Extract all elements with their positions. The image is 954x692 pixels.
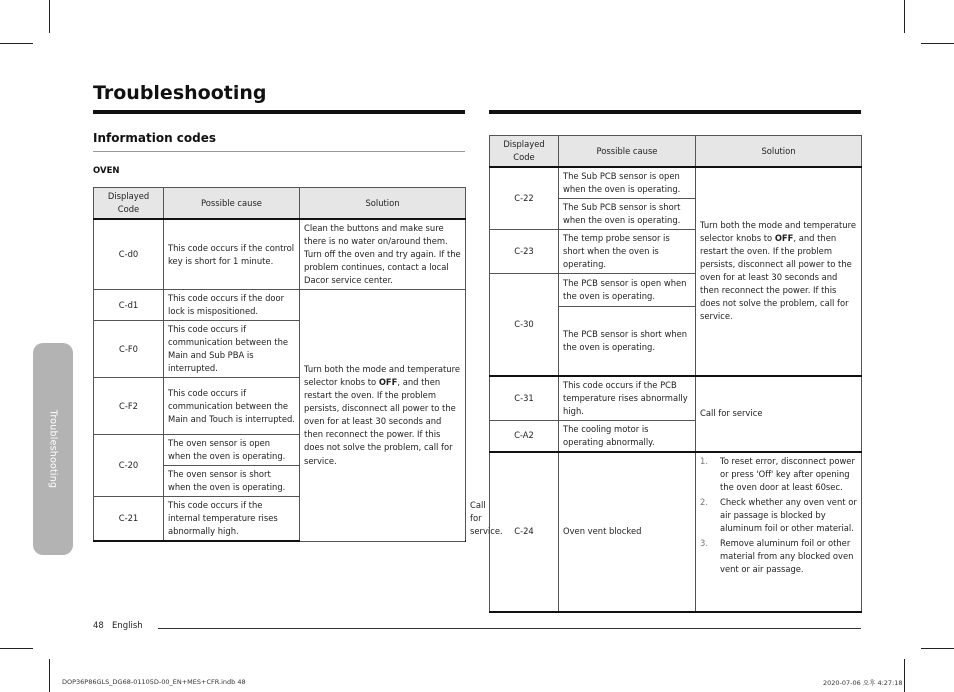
code-cell: C-d0 [94, 219, 164, 290]
code-cell: C-F0 [94, 321, 164, 378]
title-rule-left [93, 110, 465, 114]
steps-cell [696, 452, 862, 612]
oven-label: OVEN [93, 166, 120, 176]
crop-mark [904, 0, 905, 33]
code-cell: C-20 [94, 435, 164, 497]
cause-cell: The PCB sensor is open when the oven is operating. [559, 274, 696, 307]
crop-mark [49, 659, 50, 692]
off-keyword: OFF [774, 233, 794, 244]
table-row [94, 219, 466, 290]
solution-text: Turn both the mode and temperature selector knobs to [304, 364, 460, 388]
header-solution: Solution [696, 136, 862, 168]
step-number: 2. [700, 496, 708, 507]
step-text: Check whether any oven vent or air passage is blocked by aluminum foil or other material. [720, 496, 857, 533]
page-footer [93, 621, 143, 631]
page-number: 48 [93, 621, 104, 631]
code-cell: C-24 [490, 452, 559, 612]
code-cell: C-21 [94, 497, 164, 542]
code-cell: C-23 [490, 230, 559, 274]
crop-mark [49, 0, 50, 33]
crop-mark [904, 659, 905, 692]
footer-language: English [111, 621, 143, 631]
section-rule [93, 151, 465, 152]
table-row [490, 167, 862, 199]
list-item [700, 496, 857, 535]
crop-mark [0, 43, 33, 44]
code-cell: C-31 [490, 376, 559, 421]
cause-cell: This code occurs if the internal temperature rises abnormally high. [164, 497, 300, 542]
side-tab [33, 343, 73, 555]
table-row: C-21 This code occurs if the internal temperature rises abnormally high. Call for service. [94, 497, 466, 542]
solution-text: Turn both the mode and temperature selector knobs to [700, 220, 856, 244]
step-text: Remove aluminum foil or other material from any blocked oven vent or air passage. [720, 537, 854, 574]
list-item [700, 455, 857, 494]
shared-solution-cell [696, 167, 862, 376]
code-cell: C-d1 [94, 290, 164, 321]
crop-mark [921, 648, 954, 649]
code-cell: C-A2 [490, 420, 559, 452]
table-row [490, 452, 862, 612]
page-title: Troubleshooting [93, 82, 267, 104]
code-cell: C-F2 [94, 378, 164, 435]
service-solution-cell: Call for service [696, 376, 862, 452]
title-rule-right [489, 110, 861, 114]
solution-cell: Clean the buttons and make sure there is no water on/around them. Turn off the oven and try again. If the problem continues, contact a local Dacor service center. [300, 219, 466, 290]
cause-cell: The Sub PCB sensor is short when the oven is operating. [559, 199, 696, 230]
print-slug-timestamp: 2020-07-06 오후 4:27:18 [823, 679, 903, 687]
cause-cell: This code occurs if the door lock is mispositioned. [164, 290, 300, 321]
list-item [700, 537, 857, 576]
cause-cell: This code occurs if the control key is short for 1 minute. [164, 219, 300, 290]
code-cell: C-30 [490, 274, 559, 376]
step-number: 1. [700, 455, 708, 466]
steps-list [700, 455, 857, 576]
footer-rule [158, 628, 861, 629]
side-tab-label: Troubleshooting [47, 409, 59, 489]
cause-cell: The Sub PCB sensor is open when the oven is operating. [559, 167, 696, 199]
cause-cell: The oven sensor is open when the oven is operating. [164, 435, 300, 466]
solution-text: , and then restart the oven. If the problem persists, disconnect all power to the oven for at least 30 seconds and then reconnect the power. If this does not solve the problem, call for service. [700, 233, 852, 322]
cause-cell: The cooling motor is operating abnormally. [559, 420, 696, 452]
header-solution: Solution [300, 188, 466, 220]
left-codes-table [93, 187, 503, 542]
header-code: Displayed Code [94, 188, 164, 220]
cause-cell: The oven sensor is short when the oven is operating. [164, 466, 300, 497]
cause-cell: This code occurs if the PCB temperature rises abnormally high. [559, 376, 696, 421]
print-slug-file: DOP36P86GLS_DG68-01105D-00_EN+MES+CFR.indb 48 [62, 678, 246, 686]
shared-solution-cell [300, 290, 466, 542]
header-code: Displayed Code [490, 136, 559, 168]
step-text: To reset error, disconnect power or press 'Off' key after opening the oven door at least 60sec. [720, 455, 855, 492]
crop-mark [921, 43, 954, 44]
section-title: Information codes [93, 131, 217, 145]
code-cell: C-22 [490, 167, 559, 230]
cause-cell: This code occurs if communication between the Main and Touch is interrupted. [164, 378, 300, 435]
cause-cell: The temp probe sensor is short when the oven is operating. [559, 230, 696, 274]
step-number: 3. [700, 537, 708, 548]
solution-text: , and then restart the oven. If the problem persists, disconnect all power to the oven for at least 30 seconds and then reconnect the power. If this does not solve the problem, call for service. [304, 377, 456, 466]
table-row [490, 376, 862, 421]
cause-cell: This code occurs if communication between the Main and Sub PBA is interrupted. [164, 321, 300, 378]
cause-cell: Oven vent blocked [559, 452, 696, 612]
table-row [94, 290, 466, 321]
cause-cell: The PCB sensor is short when the oven is operating. [559, 307, 696, 376]
off-keyword: OFF [378, 377, 398, 388]
crop-mark [0, 648, 33, 649]
header-cause: Possible cause [164, 188, 300, 220]
right-codes-table [489, 135, 862, 613]
header-cause: Possible cause [559, 136, 696, 168]
